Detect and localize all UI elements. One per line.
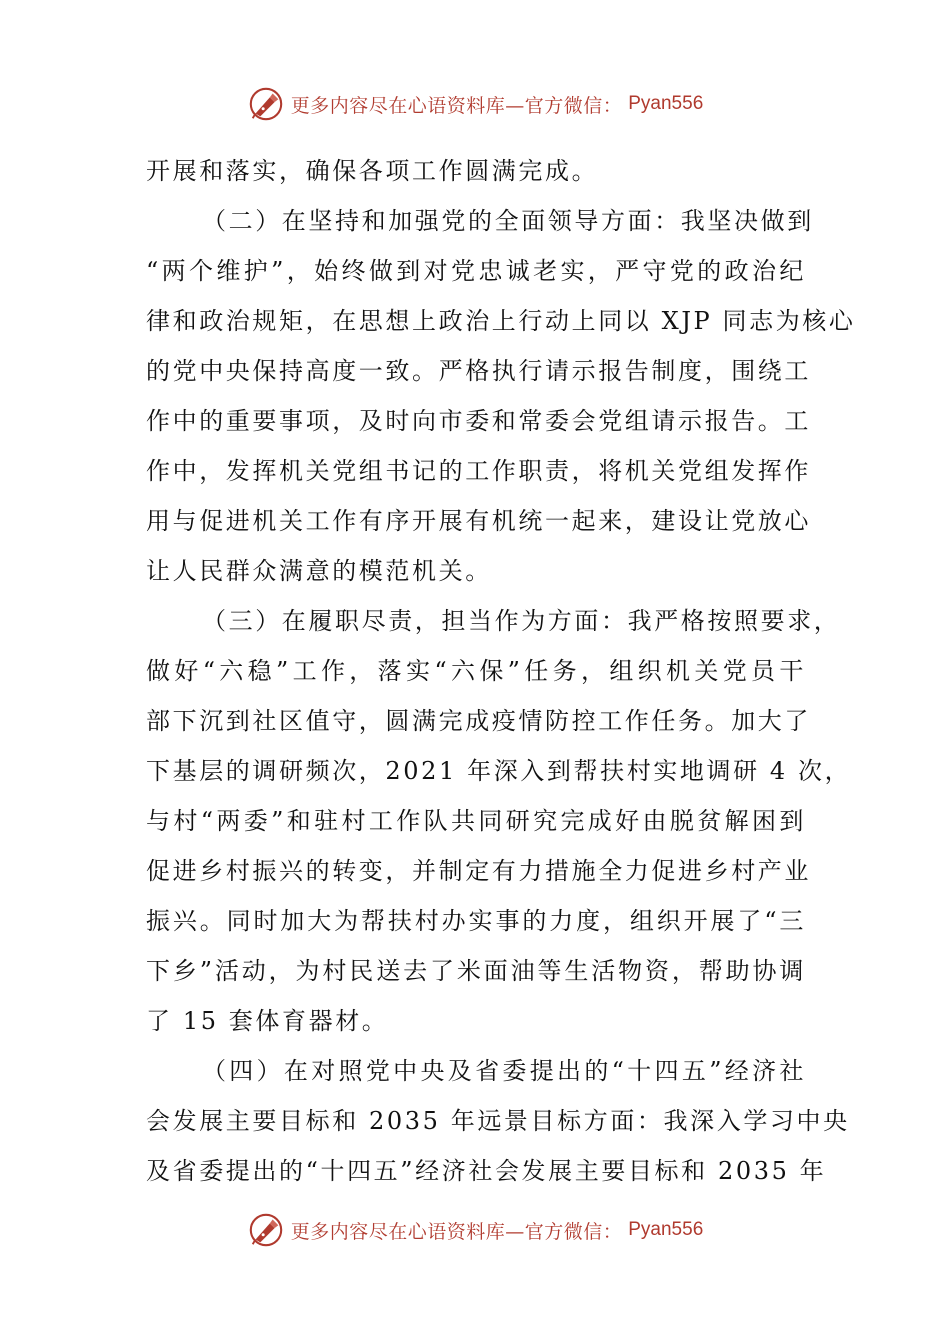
pen-nib-logo-icon: [247, 85, 285, 123]
body-line: 振兴。同时加大为帮扶村办实事的力度，组织开展了“三: [146, 907, 806, 935]
body-line: 让人民群众满意的模范机关。: [146, 557, 492, 585]
body-line: （三）在履职尽责，担当作为方面：我严格按照要求，: [202, 607, 841, 635]
pen-nib-logo-icon: [247, 1211, 285, 1249]
footer-banner-text: 更多内容尽在心语资料库—官方微信：: [290, 1220, 623, 1243]
body-line: 部下沉到社区值守，圆满完成疫情防控工作任务。加大了: [146, 707, 811, 735]
header-banner: [0, 84, 950, 124]
body-line: （二）在坚持和加强党的全面领导方面：我坚决做到: [202, 207, 814, 235]
body-line: 了 15 套体育器材。: [146, 1007, 389, 1035]
body-line: （四）在对照党中央及省委提出的“十四五”经济社: [202, 1057, 806, 1085]
body-line: 作中的重要事项，及时向市委和常委会党组请示报告。工: [146, 407, 811, 435]
body-line: 律和政治规矩，在思想上政治上行动上同以 XJP 同志为核心: [146, 307, 856, 335]
document-body: [146, 146, 856, 1196]
body-line: 促进乡村振兴的转变，并制定有力措施全力促进乡村产业: [146, 857, 811, 885]
body-line: 下基层的调研频次，2021 年深入到帮扶村实地调研 4 次，: [146, 757, 852, 785]
body-line: 及省委提出的“十四五”经济社会发展主要目标和 2035 年: [146, 1157, 827, 1185]
body-line: 用与促进机关工作有序开展有机统一起来，建设让党放心: [146, 507, 811, 535]
body-line: 做好“六稳”工作，落实“六保”任务，组织机关党员干: [146, 657, 806, 685]
body-line: 下乡”活动，为村民送去了米面油等生活物资，帮助协调: [146, 957, 806, 985]
body-line: “两个维护”，始终做到对党忠诚老实，严守党的政治纪: [146, 257, 806, 285]
footer-banner-wechat-id: Pyan556: [628, 1219, 704, 1240]
header-banner-wechat-id: Pyan556: [628, 93, 704, 114]
body-line: 与村“两委”和驻村工作队共同研究完成好由脱贫解困到: [146, 807, 806, 835]
footer-banner: [0, 1210, 950, 1250]
body-line: 开展和落实，确保各项工作圆满完成。: [146, 157, 599, 185]
header-banner-text: 更多内容尽在心语资料库—官方微信：: [290, 94, 623, 117]
body-line: 会发展主要目标和 2035 年远景目标方面：我深入学习中央: [146, 1107, 850, 1135]
body-line: 的党中央保持高度一致。严格执行请示报告制度，围绕工: [146, 357, 811, 385]
body-line: 作中，发挥机关党组书记的工作职责，将机关党组发挥作: [146, 457, 811, 485]
